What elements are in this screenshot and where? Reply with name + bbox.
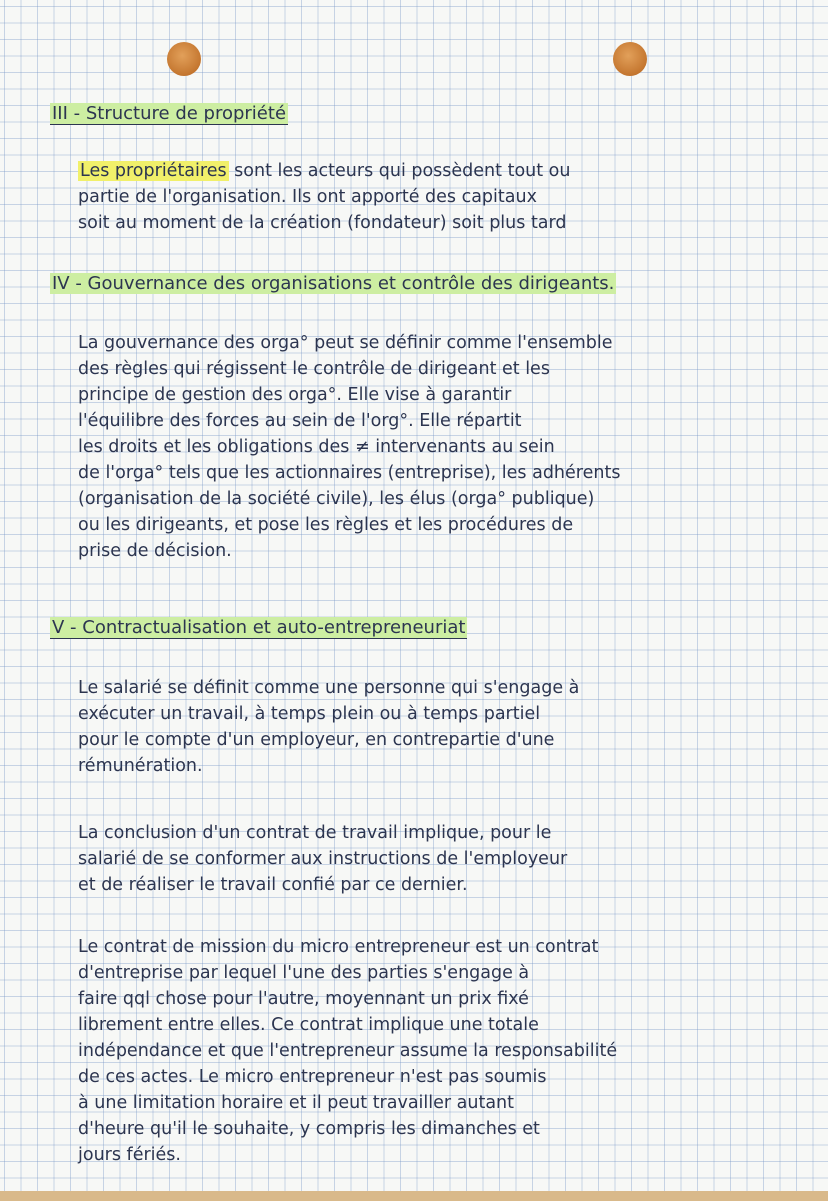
text-line: ou les dirigeants, et pose les règles et les procédures de xyxy=(78,515,574,535)
text-line: principe de gestion des orga°. Elle vise à garantir xyxy=(78,385,512,405)
heading-gouvernance: IV - Gouvernance des organisations et contrôle des dirigeants. xyxy=(52,273,615,294)
text-line: salarié de se conformer aux instructions de l'employeur xyxy=(78,849,568,869)
text-line: La conclusion d'un contrat de travail implique, pour le xyxy=(78,823,552,843)
text-line: Les propriétaires sont les acteurs qui possèdent tout ou xyxy=(80,161,571,181)
text-line: Le contrat de mission du micro entrepreneur est un contrat xyxy=(78,937,599,957)
text-line: les droits et les obligations des ≠ intervenants au sein xyxy=(78,437,555,457)
text-line: rémunération. xyxy=(78,756,203,776)
binder-hole-left xyxy=(167,42,201,76)
paper-edge xyxy=(0,1191,828,1201)
text-line: partie de l'organisation. Ils ont apporté des capitaux xyxy=(78,187,537,207)
text-line: Le salarié se définit comme une personne qui s'engage à xyxy=(78,678,580,698)
text-line: faire qql chose pour l'autre, moyennant un prix fixé xyxy=(78,989,529,1009)
text-line: et de réaliser le travail confié par ce dernier. xyxy=(78,875,468,895)
text-line: librement entre elles. Ce contrat implique une totale xyxy=(78,1015,539,1035)
text-line: La gouvernance des orga° peut se définir comme l'ensemble xyxy=(78,333,613,353)
text-line: des règles qui régissent le contrôle de dirigeant et les xyxy=(78,359,550,379)
heading-contractualisation: V - Contractualisation et auto-entrepreneuriat xyxy=(52,617,466,638)
text-line: indépendance et que l'entrepreneur assume la responsabilité xyxy=(78,1041,618,1061)
heading-structure-propriete: III - Structure de propriété xyxy=(52,103,287,124)
text-line: d'heure qu'il le souhaite, y compris les dimanches et xyxy=(78,1119,540,1139)
text-line: (organisation de la société civile), les élus (orga° publique) xyxy=(78,489,595,509)
text-line: de l'orga° tels que les actionnaires (entreprise), les adhérents xyxy=(78,463,621,483)
text-line: jours fériés. xyxy=(78,1145,181,1165)
binder-hole-right xyxy=(613,42,647,76)
text-line: à une limitation horaire et il peut travailler autant xyxy=(78,1093,515,1113)
text-line: d'entreprise par lequel l'une des parties s'engage à xyxy=(78,963,530,983)
text-line: l'équilibre des forces au sein de l'org°. Elle répartit xyxy=(78,411,522,431)
text-line: pour le compte d'un employeur, en contrepartie d'une xyxy=(78,730,555,750)
text-line: exécuter un travail, à temps plein ou à temps partiel xyxy=(78,704,541,724)
text-line: de ces actes. Le micro entrepreneur n'est pas soumis xyxy=(78,1067,547,1087)
text-line: prise de décision. xyxy=(78,541,232,561)
text-line: soit au moment de la création (fondateur) soit plus tard xyxy=(78,213,567,233)
highlighted-phrase: Les propriétaires xyxy=(80,161,227,181)
